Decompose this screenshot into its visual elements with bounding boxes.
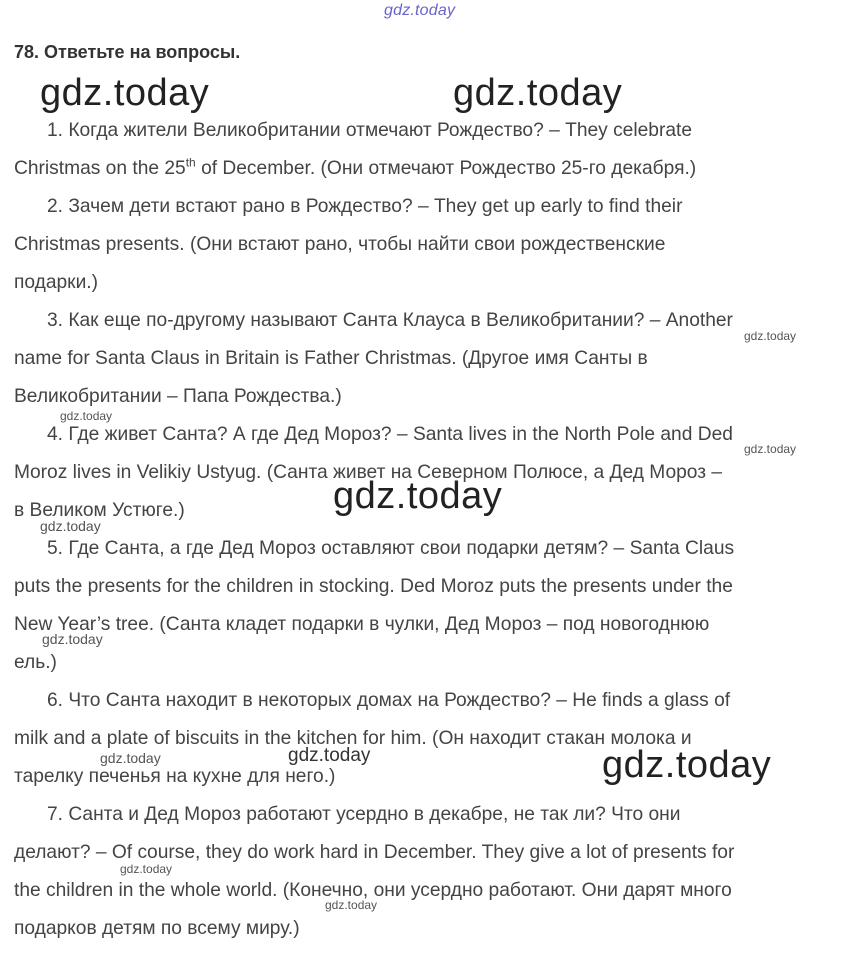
answer-item-1-first-line: 1. Когда жители Великобритании отмечают Рождество? – They celebrate bbox=[47, 120, 693, 141]
answer-item-3 bbox=[14, 302, 844, 416]
watermark-small-5: gdz.today bbox=[42, 631, 103, 647]
watermark-large-4: gdz.today bbox=[602, 744, 772, 786]
answer-item-4-line-3: в Великом Устюге.) bbox=[14, 500, 185, 521]
answer-item-5-line-4: ель.) bbox=[14, 652, 57, 673]
answer-item-7-line-3: the children in the whole world. (Конечно, они усердно работают. Они дарят много bbox=[14, 880, 732, 901]
answer-item-2-line-2: Christmas presents. (Они встают рано, чтобы найти свои рождественские bbox=[14, 234, 666, 255]
watermark-large-1: gdz.today bbox=[40, 72, 210, 114]
answer-item-1-superscript: th bbox=[185, 155, 196, 170]
answer-item-3-line-2: name for Santa Claus in Britain is Father Christmas. (Другое имя Санты в bbox=[14, 348, 648, 369]
header-watermark: gdz.today bbox=[384, 2, 456, 19]
answer-item-5-line-2: puts the presents for the children in stocking. Ded Moroz puts the presents under the bbox=[14, 576, 733, 597]
answer-item-6-line-3: тарелку печенья на кухне для него.) bbox=[14, 766, 336, 787]
watermark-small-6: gdz.today bbox=[100, 750, 161, 766]
answer-item-3-first-line: 3. Как еще по-другому называют Санта Клауса в Великобритании? – Another bbox=[47, 310, 733, 331]
watermark-small-2: gdz.today bbox=[60, 409, 113, 423]
answer-item-2-first-line: 2. Зачем дети встают рано в Рождество? – They get up early to find their bbox=[47, 196, 683, 217]
answer-item-5 bbox=[14, 530, 844, 682]
answer-item-4-line-2: Moroz lives in Velikiy Ustyug. (Санта живет на Северном Полюсе, а Дед Мороз – bbox=[14, 462, 723, 483]
watermark-small-4: gdz.today bbox=[40, 518, 101, 534]
answer-item-1-line-2 bbox=[14, 150, 844, 188]
answer-item-1 bbox=[14, 112, 844, 188]
watermark-small-8: gdz.today bbox=[325, 898, 378, 912]
answer-item-4 bbox=[14, 416, 844, 530]
answer-item-1-line-2-b: of December. (Они отмечают Рождество 25-го декабря.) bbox=[195, 158, 697, 179]
answer-item-7-line-2: делают? – Of course, they do work hard in December. They give a lot of presents for bbox=[14, 842, 735, 863]
watermark-medium-1: gdz.today bbox=[288, 745, 371, 766]
answer-item-7-line-4: подарков детям по всему миру.) bbox=[14, 918, 300, 939]
answer-item-7 bbox=[14, 796, 844, 948]
answer-item-2-line-3: подарки.) bbox=[14, 272, 99, 293]
watermark-large-2: gdz.today bbox=[453, 72, 623, 114]
answer-item-6-line-2: milk and a plate of biscuits in the kitchen for him. (Он находит стакан молока и bbox=[14, 728, 692, 749]
answer-item-6-first-line: 6. Что Санта находит в некоторых домах на Рождество? – He finds a glass of bbox=[47, 690, 731, 711]
answer-item-6 bbox=[14, 682, 844, 796]
answer-item-7-first-line: 7. Санта и Дед Мороз работают усердно в декабре, не так ли? Что они bbox=[47, 804, 681, 825]
watermark-small-7: gdz.today bbox=[120, 862, 173, 876]
answer-item-4-first-line: 4. Где живет Санта? А где Дед Мороз? – Santa lives in the North Pole and Ded bbox=[47, 424, 733, 445]
watermark-small-1: gdz.today bbox=[744, 329, 797, 343]
answer-item-1-line-2-a: Christmas on the 25 bbox=[14, 158, 186, 179]
watermark-large-3: gdz.today bbox=[333, 475, 503, 517]
exercise-heading: 78. Ответьте на вопросы. bbox=[14, 42, 241, 62]
answer-item-5-line-3: New Year’s tree. (Санта кладет подарки в чулки, Дед Мороз – под новогоднюю bbox=[14, 614, 710, 635]
answer-item-3-line-3: Великобритании – Папа Рождества.) bbox=[14, 386, 342, 407]
answer-item-2 bbox=[14, 188, 844, 302]
answer-item-5-first-line: 5. Где Санта, а где Дед Мороз оставляют свои подарки детям? – Santa Claus bbox=[47, 538, 735, 559]
watermark-small-3: gdz.today bbox=[744, 442, 797, 456]
answer-text bbox=[14, 112, 844, 948]
